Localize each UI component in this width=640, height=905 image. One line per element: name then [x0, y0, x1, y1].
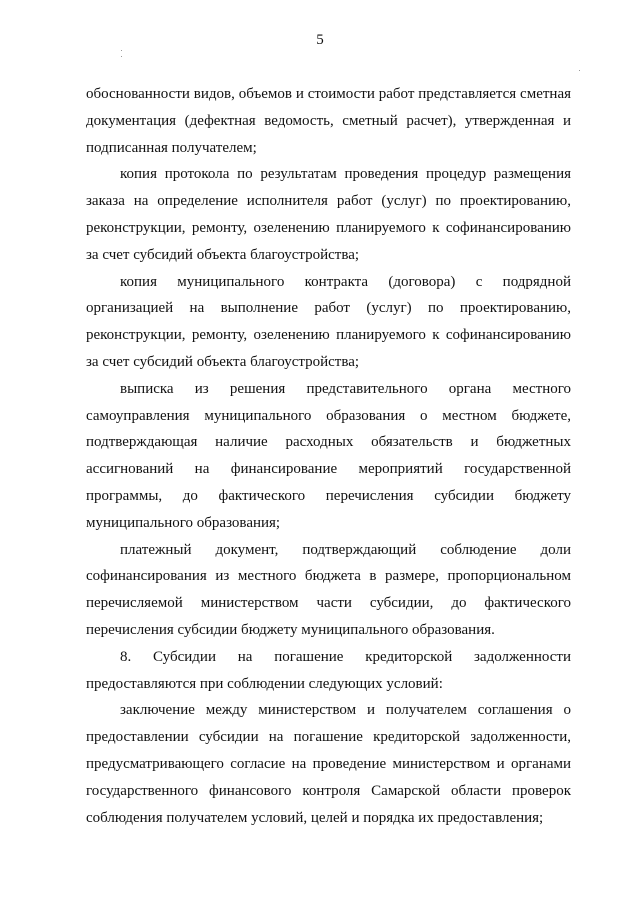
scan-speck [579, 70, 580, 71]
paragraph-procurement-protocol: копия протокола по результатам проведения процедур размещения заказа на определение исполнителя работ (услуг) по проектированию, реконструкции, ремонту, озеленению планируемого к софинансированию за счет субсидий объекта благоустройства; [86, 166, 571, 263]
paragraph-estimate-documentation: обоснованности видов, объемов и стоимости работ представляется сметная документация (дефектная ведомость, сметный расчет), утвержденная и подписанная получателем; [86, 86, 571, 156]
paragraph-payment-document: платежный документ, подтверждающий соблюдение доли софинансирования из местного бюджета в размере, пропорциональном перечисляемой министерством части субсидии, до фактического перечисления субсидии бюджету муниципального образования. [86, 541, 571, 638]
document-body [86, 81, 571, 831]
scan-speck [121, 50, 122, 51]
page-number: 5 [316, 32, 324, 48]
paragraph-budget-decision-extract: выписка из решения представительного органа местного самоуправления муниципального образования о местном бюджете, подтверждающая наличие расходных обязательств и бюджетных ассигнований на финансирование мероприятий государственной программы, до фактического перечисления субсидии бюджету муниципального образования; [86, 380, 571, 531]
scan-speck [121, 56, 122, 57]
paragraph-section-8-conditions: 8. Субсидии на погашение кредиторской задолженности предоставляются при соблюдении следующих условий: [86, 648, 571, 692]
paragraph-municipal-contract: копия муниципального контракта (договора) с подрядной организацией на выполнение работ (услуг) по проектированию, реконструкции, ремонту, озеленению планируемого к софинансированию за счет субсидий объекта благоустройства; [86, 273, 571, 370]
paragraph-subsidy-agreement: заключение между министерством и получателем соглашения о предоставлении субсидии на погашение кредиторской задолженности, предусматривающего согласие на проведение министерством и органами государственного финансового контроля Самарской области проверок соблюдения получателем условий, целей и порядка их предоставления; [86, 702, 571, 826]
